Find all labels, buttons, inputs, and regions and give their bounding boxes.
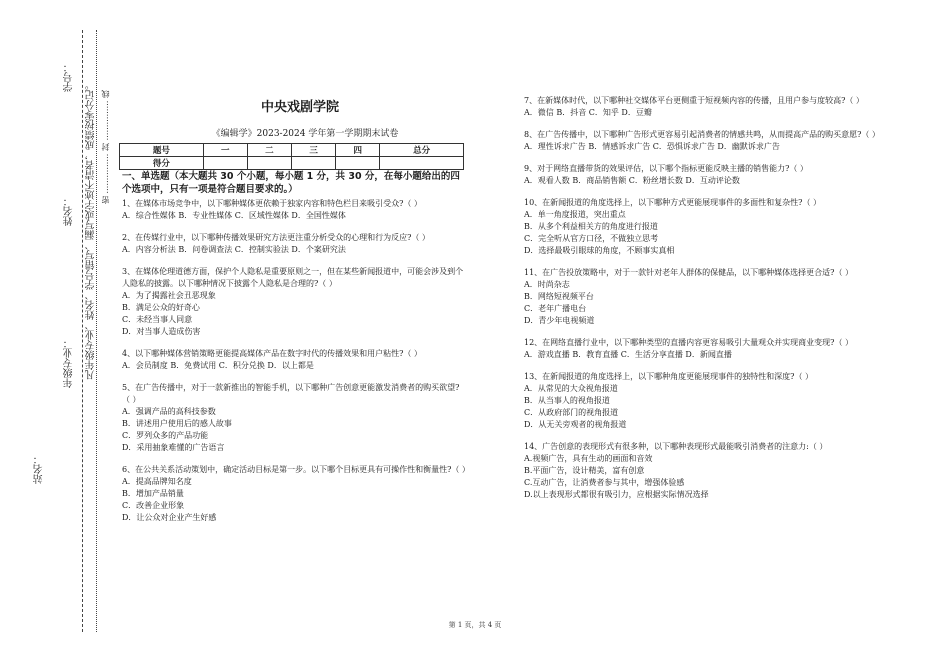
question-option: A．游戏直播 B．教育直播 C．生活分享直播 D．新闻直播 (524, 350, 732, 359)
question-item (122, 464, 470, 524)
question-option: D.以上表现形式都很有吸引力，应根据实际情况选择 (524, 490, 709, 499)
binding-warning-text: 凡年级专业、姓名、学号错写、漏写或字迹不清者，成绩按零分记。 (86, 80, 97, 380)
dashed-binding-line-left (82, 30, 83, 632)
question-option: C.互动广告，让消费者参与其中，增强体验感 (524, 478, 685, 487)
question-option: A．会员制度 B．免费试用 C．积分兑换 D．以上都是 (122, 361, 314, 370)
question-option: D．让公众对企业产生好感 (122, 513, 217, 522)
score-cell[interactable] (203, 157, 247, 170)
question-stem: 10、在新闻报道的角度选择上，以下哪种方式更能展现事件的多面性和复杂性?（ ） (524, 198, 822, 207)
question-option: D．对当事人造成伤害 (122, 327, 201, 336)
score-header-cell: 题号 (120, 144, 204, 157)
exam-subtitle: 《编辑学》2023-2024 学年第一学期期末试卷 (211, 129, 399, 139)
question-item (122, 266, 467, 338)
question-stem: 8、在广告传播中，以下哪种广告形式更容易引起消费者的情感共鸣，从而提高产品的购买意愿?（ ） (524, 130, 880, 139)
score-header-cell: 四 (336, 144, 380, 157)
question-stem: 4、以下哪种媒体营销策略更能提高媒体产品在数字时代的传播效果和用户粘性?（ ） (122, 349, 422, 358)
question-stem: 9、对于网络直播带货的效果评估，以下哪个指标更能反映主播的销售能力?（ ） (524, 164, 808, 173)
question-option: A．微信 B．抖音 C．知乎 D．豆瓣 (524, 108, 652, 117)
school-name: 中央戏剧学院 (260, 100, 339, 115)
score-header-cell: 一 (203, 144, 247, 157)
question-option: B．从多个利益相关方的角度进行报道 (524, 222, 658, 231)
score-table-header-row (120, 144, 464, 157)
question-option: A．为了揭露社会丑恶现象 (122, 291, 216, 300)
question-item (524, 441, 879, 501)
question-item (122, 382, 467, 454)
score-cell[interactable] (247, 157, 291, 170)
question-item (524, 129, 879, 153)
question-item (524, 197, 879, 257)
right-question-list (524, 95, 879, 501)
question-option: B.平面广告，设计精美，富有创意 (524, 466, 645, 475)
score-table (119, 143, 464, 170)
score-header-cell: 三 (291, 144, 335, 157)
binding-seal-text: 密 …………… 封 …………… 线 (101, 90, 110, 205)
question-stem: 12、在网络直播行业中，以下哪种类型的直播内容更容易吸引大量观众并实现商业变现?（ ） (524, 338, 854, 347)
question-item (524, 371, 879, 431)
question-stem: 1、在媒体市场竞争中，以下哪种媒体更依赖于独家内容和特色栏目来吸引受众?（ ） (122, 199, 422, 208)
question-option: C．未经当事人同意 (122, 315, 193, 324)
question-option: A．内容分析法 B．问卷调查法 C．控制实验法 D．个案研究法 (122, 245, 346, 254)
left-question-list (122, 198, 470, 524)
score-cell[interactable] (291, 157, 335, 170)
score-header-cell: 二 (247, 144, 291, 157)
score-cell[interactable] (336, 157, 380, 170)
right-column (524, 95, 879, 511)
question-stem: 7、在新媒体时代，以下哪种社交媒体平台更侧重于短视频内容的传播，且用户参与度较高?（ ） (524, 96, 864, 105)
question-item (524, 163, 879, 187)
score-header-cell: 总分 (380, 144, 464, 157)
question-option: A．时尚杂志 (524, 280, 570, 289)
question-option: D．采用抽象难懂的广告语言 (122, 443, 225, 452)
question-stem: 13、在新闻报道的角度选择上，以下哪种角度更能展现事件的独特性和深度?（ ） (524, 372, 814, 381)
binding-school-site-label: 站名： (34, 454, 45, 484)
question-option: C．完全听从官方口径，不做独立思考 (524, 234, 659, 243)
left-column (122, 170, 470, 534)
binding-name-label: 姓名： (64, 196, 75, 226)
question-stem: 14、广告创意的表现形式有很多种，以下哪种表现形式最能吸引消费者的注意力:（ ） (524, 442, 828, 451)
question-stem: 2、在传媒行业中，以下哪种传播效果研究方法更注重分析受众的心理和行为反应?（ ） (122, 233, 430, 242)
question-option: B．从当事人的视角报道 (524, 396, 610, 405)
question-option: B．讲述用户使用后的感人故事 (122, 419, 232, 428)
question-stem: 5、在广告传播中，对于一款新推出的智能手机，以下哪种广告创意更能激发消费者的购买欲望?（ ） (122, 383, 460, 404)
score-table-score-row (120, 157, 464, 170)
binding-margin (30, 0, 120, 672)
question-item (524, 95, 879, 119)
question-item (122, 232, 467, 256)
question-option: D．从无关旁观者的视角报道 (524, 420, 627, 429)
question-option: A．提高品牌知名度 (122, 477, 192, 486)
question-option: A.视频广告，具有生动的画面和音效 (524, 454, 653, 463)
question-stem: 11、在广告投放策略中，对于一款针对老年人群体的保健品，以下哪种媒体选择更合适?（ ） (524, 268, 854, 277)
question-option: C．改善企业形象 (122, 501, 185, 510)
binding-major-label: 年级专业： (64, 338, 75, 388)
question-option: A．理性诉求广告 B．情感诉求广告 C．恐惧诉求广告 D．幽默诉求广告 (524, 142, 780, 151)
page-footer: 第 1 页，共 4 页 (448, 621, 502, 629)
question-stem: 6、在公共关系活动策划中，确定活动目标是第一步。以下哪个目标更具有可操作性和衡量性?（ ） (122, 465, 470, 474)
binding-student-no-label: 学号： (64, 62, 75, 92)
section-title: 一、单选题（本大题共 30 个小题，每小题 1 分，共 30 分，在每小题给出的四个选项中，只有一项是符合题目要求的。） (122, 171, 460, 195)
question-option: D．青少年电视频道 (524, 316, 595, 325)
question-option: D．选择最吸引眼球的角度，不顾事实真相 (524, 246, 675, 255)
question-option: C．罗列众多的产品功能 (122, 431, 209, 440)
question-stem: 3、在媒体伦理道德方面，保护个人隐私是重要原则之一，但在某些新闻报道中，可能会涉及到个人隐私的披露。以下哪种情况下披露个人隐私是合理的?（ ） (122, 267, 464, 288)
question-option: B．网络短视频平台 (524, 292, 594, 301)
question-option: A．强调产品的高科技参数 (122, 407, 216, 416)
question-option: B．增加产品销量 (122, 489, 184, 498)
question-option: C．老年广播电台 (524, 304, 587, 313)
question-option: B．满足公众的好奇心 (122, 303, 200, 312)
question-option: A．综合性媒体 B．专业性媒体 C．区域性媒体 D．全国性媒体 (122, 211, 346, 220)
score-row-label: 得分 (120, 157, 204, 170)
question-item (122, 198, 467, 222)
question-option: C．从政府部门的视角报道 (524, 408, 619, 417)
score-cell[interactable] (380, 157, 464, 170)
question-item (524, 337, 879, 361)
question-option: A．从常见的大众视角报道 (524, 384, 618, 393)
question-item (122, 348, 467, 372)
question-item (524, 267, 879, 327)
question-option: A．单一角度报道，突出重点 (524, 210, 626, 219)
question-option: A．观看人数 B．商品销售额 C．粉丝增长数 D．互动评论数 (524, 176, 740, 185)
